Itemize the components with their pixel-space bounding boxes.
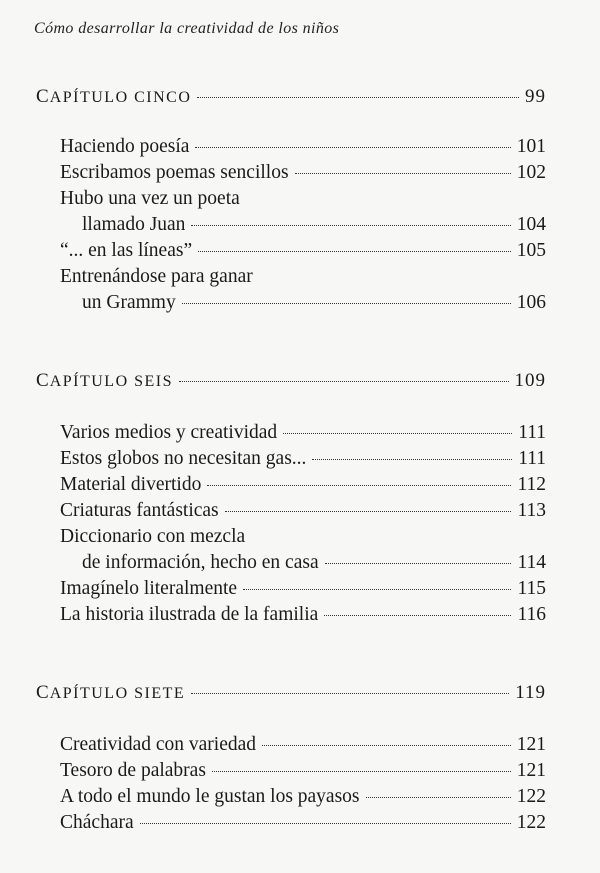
entry-page-number: 121 (516, 760, 546, 781)
toc-entry (60, 500, 546, 522)
dot-leader (191, 693, 509, 694)
entry-title: Estos globos no necesitan gas... (60, 448, 307, 469)
entry-title: Varios medios y creatividad (60, 422, 278, 443)
entry-title: Material divertido (60, 474, 202, 495)
dot-leader (179, 381, 508, 382)
entry-title-line1: Diccionario con mezcla (60, 526, 246, 547)
chapter-page-number: 119 (515, 682, 546, 703)
toc-entry (60, 734, 546, 756)
dot-leader (312, 459, 512, 460)
toc-entry (60, 578, 546, 600)
dot-leader (198, 251, 511, 252)
chapter-title (36, 682, 185, 704)
toc-entry (60, 448, 546, 470)
entry-title-line2: de información, hecho en casa (82, 552, 319, 573)
entry-page-number: 111 (518, 422, 546, 443)
toc-entry (82, 292, 546, 314)
dot-leader (324, 615, 511, 616)
entry-page-number: 112 (517, 474, 546, 495)
dot-leader (262, 745, 511, 746)
entry-title: Criaturas fantásticas (60, 500, 219, 521)
entry-title-line1: Hubo una vez un poeta (60, 188, 240, 209)
entry-page-number: 111 (518, 448, 546, 469)
toc-entry (82, 214, 546, 236)
dot-leader (283, 433, 512, 434)
entry-title-line2: un Grammy (82, 292, 176, 313)
toc-entry (60, 812, 546, 834)
dot-leader (191, 225, 510, 226)
entry-page-number: 104 (516, 214, 546, 235)
chapter-title (36, 86, 191, 108)
chapter-heading-6 (36, 370, 546, 392)
entry-page-number: 121 (516, 734, 546, 755)
entry-page-number: 122 (516, 812, 546, 833)
entry-page-number: 115 (517, 578, 546, 599)
entry-page-number: 114 (517, 552, 546, 573)
toc-entry (60, 422, 546, 444)
toc-entry (82, 552, 546, 574)
running-head: Cómo desarrollar la creatividad de los niños (34, 20, 340, 37)
chapter-title-rest: APÍTULO SEIS (49, 373, 174, 390)
chapter-title-rest: APÍTULO SIETE (49, 685, 186, 702)
dot-leader (207, 485, 511, 486)
toc-entry (60, 786, 546, 808)
entry-title: Creatividad con variedad (60, 734, 256, 755)
dot-leader (197, 97, 519, 98)
chapter-page-number: 99 (525, 86, 546, 107)
chapter-page-number: 109 (514, 370, 546, 391)
dot-leader (295, 173, 511, 174)
entry-title: Haciendo poesía (60, 136, 190, 157)
entry-title: Cháchara (60, 812, 134, 833)
entry-title: “... en las líneas” (60, 240, 193, 261)
toc-entry (60, 162, 546, 184)
entry-title: A todo el mundo le gustan los payasos (60, 786, 360, 807)
dot-leader (366, 797, 511, 798)
entry-page-number: 122 (516, 786, 546, 807)
dot-leader (212, 771, 511, 772)
chapter-heading-7 (36, 682, 546, 704)
entry-title: Tesoro de palabras (60, 760, 206, 781)
dot-leader (225, 511, 512, 512)
entry-page-number: 113 (517, 500, 546, 521)
chapter-heading-5 (36, 86, 546, 108)
toc-entry (60, 604, 546, 626)
entry-page-number: 106 (516, 292, 546, 313)
entry-title: La historia ilustrada de la familia (60, 604, 319, 625)
entry-title-line1: Entrenándose para ganar (60, 266, 253, 287)
entry-title: Imagínelo literalmente (60, 578, 238, 599)
chapter-initial: C (36, 370, 50, 391)
toc-entry (60, 136, 546, 158)
entry-page-number: 102 (516, 162, 546, 183)
entry-page-number: 101 (516, 136, 546, 157)
dot-leader (243, 589, 511, 590)
entry-title: Escribamos poemas sencillos (60, 162, 289, 183)
chapter-title-rest: APÍTULO CINCO (49, 89, 192, 106)
dot-leader (195, 147, 510, 148)
dot-leader (140, 823, 511, 824)
toc-entry (60, 760, 546, 782)
dot-leader (182, 303, 511, 304)
toc-entry (60, 474, 546, 496)
chapter-title (36, 370, 173, 392)
chapter-initial: C (36, 86, 50, 107)
toc-entry (60, 240, 546, 262)
entry-page-number: 105 (516, 240, 546, 261)
entry-page-number: 116 (517, 604, 546, 625)
chapter-initial: C (36, 682, 50, 703)
entry-title-line2: llamado Juan (82, 214, 186, 235)
dot-leader (325, 563, 512, 564)
